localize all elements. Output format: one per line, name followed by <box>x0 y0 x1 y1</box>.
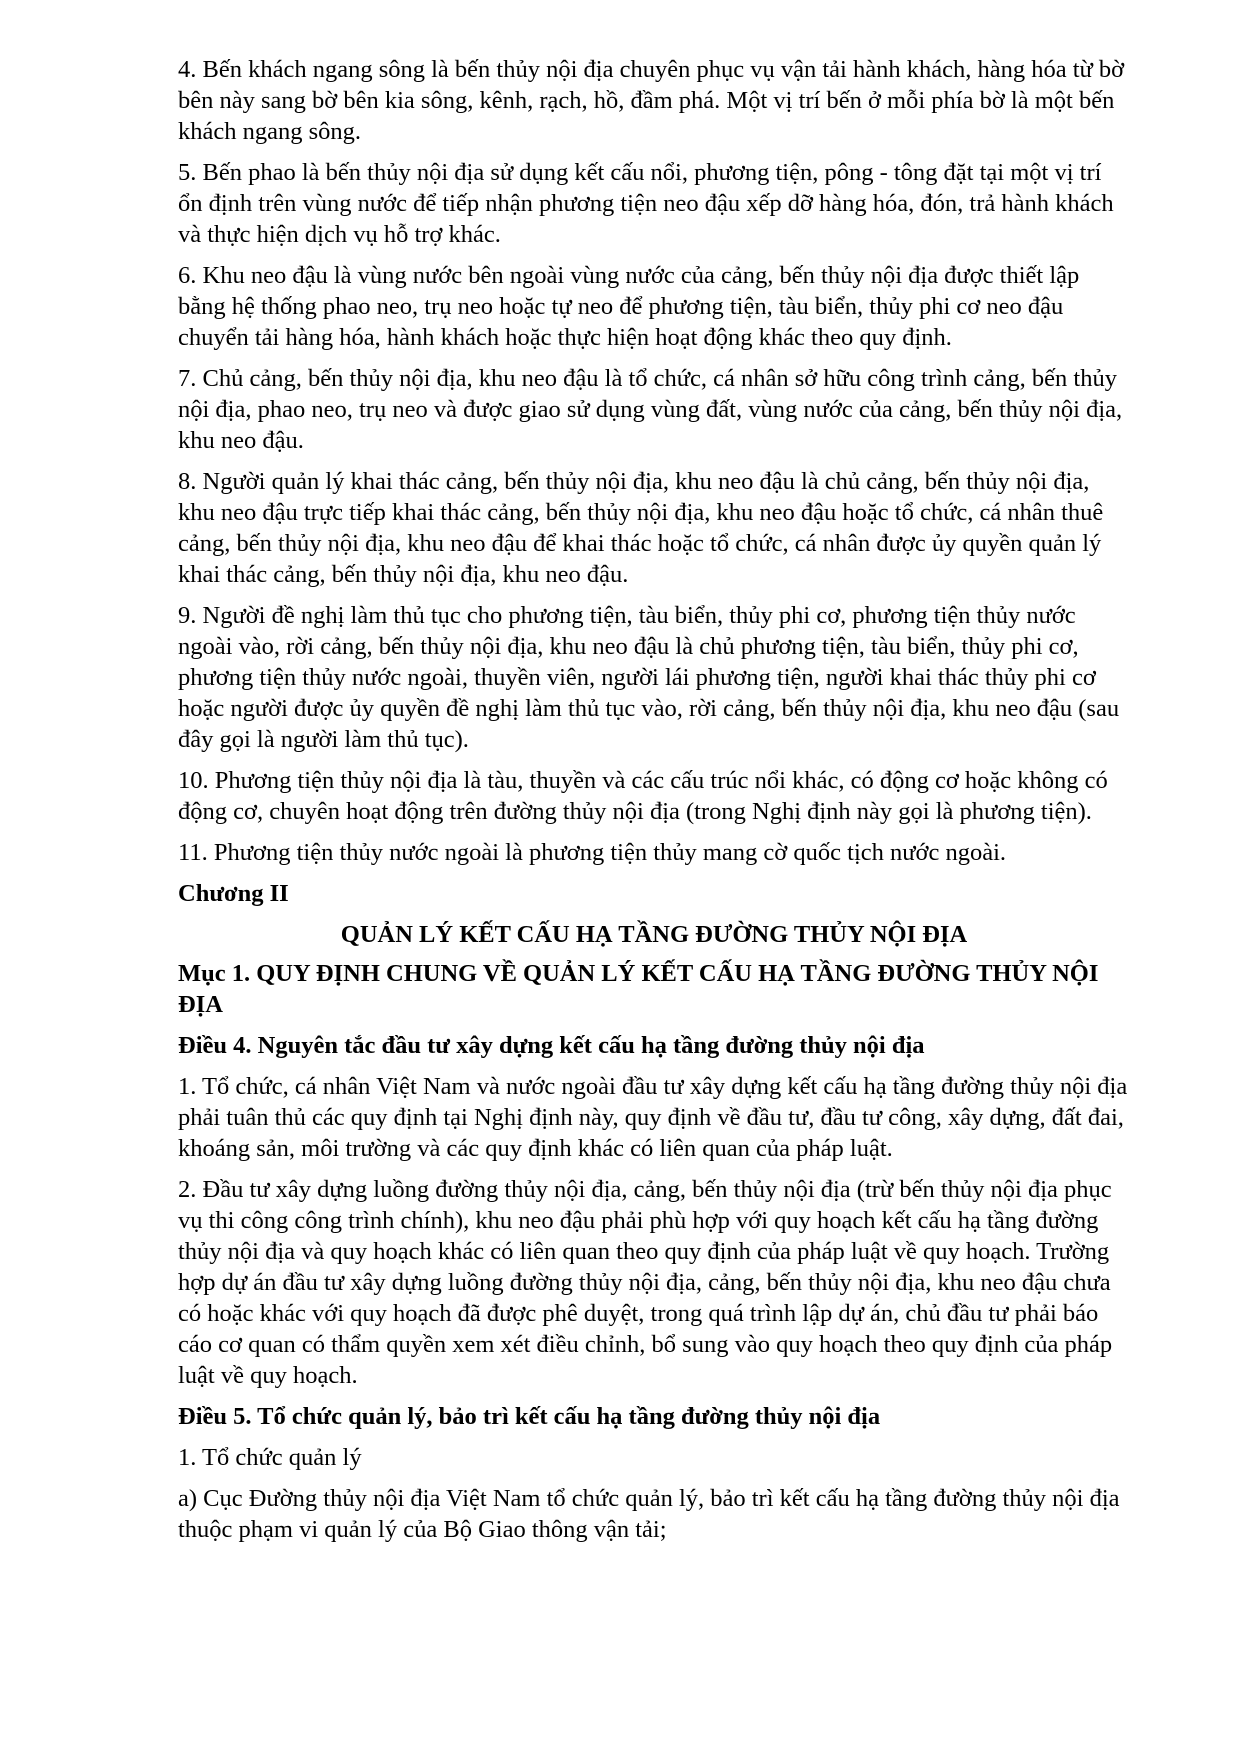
section-title: Mục 1. QUY ĐỊNH CHUNG VỀ QUẢN LÝ KẾT CẤU HẠ TẦNG ĐƯỜNG THỦY NỘI ĐỊA <box>178 960 1099 1018</box>
chapter-label: Chương II <box>178 880 289 907</box>
article-5-paragraph-1: 1. Tổ chức quản lý <box>178 1444 362 1471</box>
paragraph-item-4: 4. Bến khách ngang sông là bến thủy nội địa chuyên phục vụ vận tải hành khách, hàng hóa từ bờ bên này sang bờ bên kia sông, kênh, rạch, hồ, đầm phá. Một vị trí bến ở mỗi phía bờ là một bến khách ngang sông. <box>178 56 1125 145</box>
article-5-paragraph-a: a) Cục Đường thủy nội địa Việt Nam tổ chức quản lý, bảo trì kết cấu hạ tầng đường thủy nội địa thuộc phạm vi quản lý của Bộ Giao thông vận tải; <box>178 1485 1120 1543</box>
chapter-title: QUẢN LÝ KẾT CẤU HẠ TẦNG ĐƯỜNG THỦY NỘI ĐỊA <box>340 921 968 948</box>
paragraph-item-5: 5. Bến phao là bến thủy nội địa sử dụng kết cấu nổi, phương tiện, pông - tông đặt tại một vị trí ổn định trên vùng nước để tiếp nhận phương tiện neo đậu xếp dỡ hàng hóa, đón, trả hành khách và thực hiện dịch vụ hỗ trợ khác. <box>178 159 1114 248</box>
paragraph-item-7: 7. Chủ cảng, bến thủy nội địa, khu neo đậu là tổ chức, cá nhân sở hữu công trình cảng, bến thủy nội địa, phao neo, trụ neo và được giao sử dụng vùng đất, vùng nước của cảng, bến thủy nội địa, khu neo đậu. <box>178 365 1123 454</box>
article-4-title: Điều 4. Nguyên tắc đầu tư xây dựng kết cấu hạ tầng đường thủy nội địa <box>178 1032 925 1059</box>
document-page <box>178 54 1130 1555</box>
paragraph-item-8: 8. Người quản lý khai thác cảng, bến thủy nội địa, khu neo đậu là chủ cảng, bến thủy nội địa, khu neo đậu trực tiếp khai thác cảng, bến thủy nội địa, khu neo đậu hoặc tổ chức, cá nhân thuê cảng, bến thủy nội địa, khu neo đậu để khai thác hoặc tổ chức, cá nhân được ủy quyền quản lý khai thác cảng, bến thủy nội địa, khu neo đậu. <box>178 468 1104 588</box>
paragraph-item-9: 9. Người đề nghị làm thủ tục cho phương tiện, tàu biển, thủy phi cơ, phương tiện thủy nước ngoài vào, rời cảng, bến thủy nội địa, khu neo đậu là chủ phương tiện, tàu biển, thủy phi cơ, phương tiện thủy nước ngoài, thuyền viên, người lái phương tiện, người khai thác thủy phi cơ hoặc người được ủy quyền đề nghị làm thủ tục vào, rời cảng, bến thủy nội địa, khu neo đậu (sau đây gọi là người làm thủ tục). <box>178 602 1120 753</box>
article-5-title: Điều 5. Tổ chức quản lý, bảo trì kết cấu hạ tầng đường thủy nội địa <box>178 1403 881 1430</box>
article-4-paragraph-1: 1. Tổ chức, cá nhân Việt Nam và nước ngoài đầu tư xây dựng kết cấu hạ tầng đường thủy nội địa phải tuân thủ các quy định tại Nghị định này, quy định về đầu tư, đầu tư công, xây dựng, đất đai, khoáng sản, môi trường và các quy định khác có liên quan của pháp luật. <box>178 1073 1128 1162</box>
paragraph-item-10: 10. Phương tiện thủy nội địa là tàu, thuyền và các cấu trúc nổi khác, có động cơ hoặc không có động cơ, chuyên hoạt động trên đường thủy nội địa (trong Nghị định này gọi là phương tiện). <box>178 767 1108 825</box>
paragraph-item-6: 6. Khu neo đậu là vùng nước bên ngoài vùng nước của cảng, bến thủy nội địa được thiết lập bằng hệ thống phao neo, trụ neo hoặc tự neo để phương tiện, tàu biển, thủy phi cơ neo đậu chuyển tải hàng hóa, hành khách hoặc thực hiện hoạt động khác theo quy định. <box>178 262 1080 351</box>
article-4-paragraph-2: 2. Đầu tư xây dựng luồng đường thủy nội địa, cảng, bến thủy nội địa (trừ bến thủy nội địa phục vụ thi công công trình chính), khu neo đậu phải phù hợp với quy hoạch kết cấu hạ tầng đường thủy nội địa và quy hoạch khác có liên quan theo quy định của pháp luật về quy hoạch. Trường hợp dự án đầu tư xây dựng luồng đường thủy nội địa, cảng, bến thủy nội địa, khu neo đậu chưa có hoặc khác với quy hoạch đã được phê duyệt, trong quá trình lập dự án, chủ đầu tư phải báo cáo cơ quan có thẩm quyền xem xét điều chỉnh, bổ sung vào quy hoạch theo quy định của pháp luật về quy hoạch. <box>178 1176 1113 1389</box>
paragraph-item-11: 11. Phương tiện thủy nước ngoài là phương tiện thủy mang cờ quốc tịch nước ngoài. <box>178 839 1007 866</box>
